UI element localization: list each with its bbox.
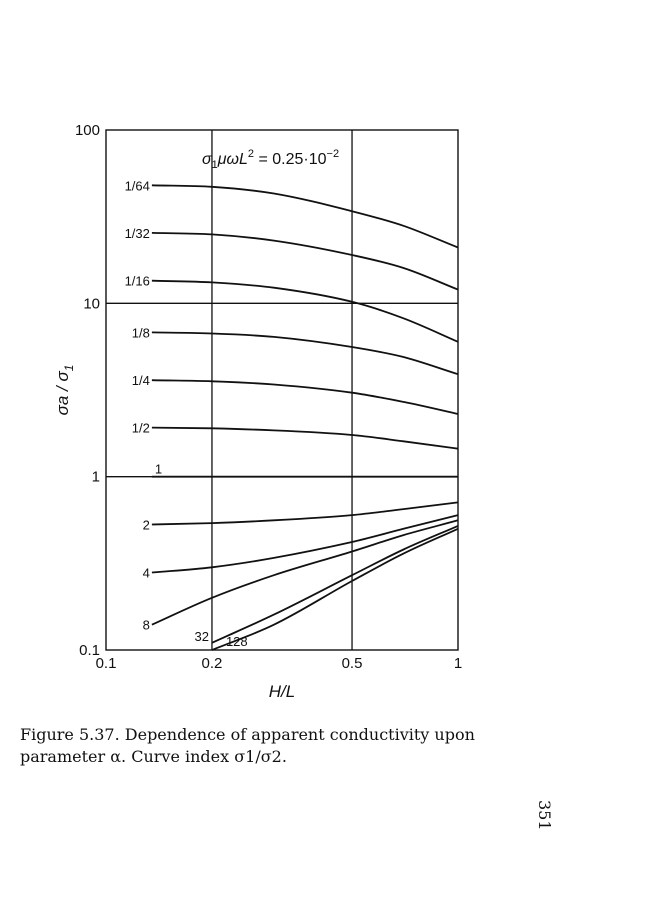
series-label-8: 4 — [142, 565, 150, 581]
series-label-9: 8 — [142, 617, 150, 633]
x-tick-label-1: 0.2 — [201, 655, 223, 672]
series-label-11: 128 — [225, 634, 248, 649]
series-label-1: 1/32 — [124, 225, 150, 241]
page-number: 351 — [535, 800, 554, 831]
y-tick-label-2: 10 — [83, 295, 100, 313]
y-axis-label: σa / $\sigma_1$ — [53, 364, 76, 416]
figure-caption: Figure 5.37. Dependence of apparent conductivity upon parameter α. Curve index σ1/σ2. — [20, 725, 475, 766]
series-line-3 — [152, 332, 458, 374]
series-label-7: 2 — [142, 517, 150, 533]
x-tick-label-2: 0.5 — [341, 655, 363, 672]
series-label-10: 32 — [194, 628, 209, 644]
series-label-6: 1 — [154, 461, 163, 477]
series-label-4: 1/4 — [131, 373, 150, 389]
parameter-annotation: $\sigma_1\mu\omega L^2 = 0.25\cdot 10^{-2}$ — [202, 148, 340, 171]
y-tick-label-3: 100 — [74, 122, 100, 139]
series-line-5 — [152, 428, 458, 449]
tick-labels — [75, 122, 462, 672]
series-label-0: 1/64 — [124, 178, 150, 194]
x-tick-label-3: 1 — [453, 655, 463, 672]
y-tick-label-1: 1 — [91, 468, 100, 486]
series-label-3: 1/8 — [131, 325, 150, 341]
series-line-0 — [152, 185, 458, 247]
y-tick-label-0: 0.1 — [79, 642, 100, 659]
series-labels — [125, 178, 248, 649]
series-line-4 — [152, 380, 458, 414]
series-line-11 — [212, 529, 458, 650]
x-axis-label: H/L — [268, 682, 296, 701]
series-label-5: 1/2 — [131, 420, 150, 436]
series-curves — [152, 185, 458, 650]
series-label-2: 1/16 — [124, 273, 150, 289]
series-line-7 — [152, 502, 458, 524]
x-tick-label-0: 0.1 — [95, 655, 117, 672]
